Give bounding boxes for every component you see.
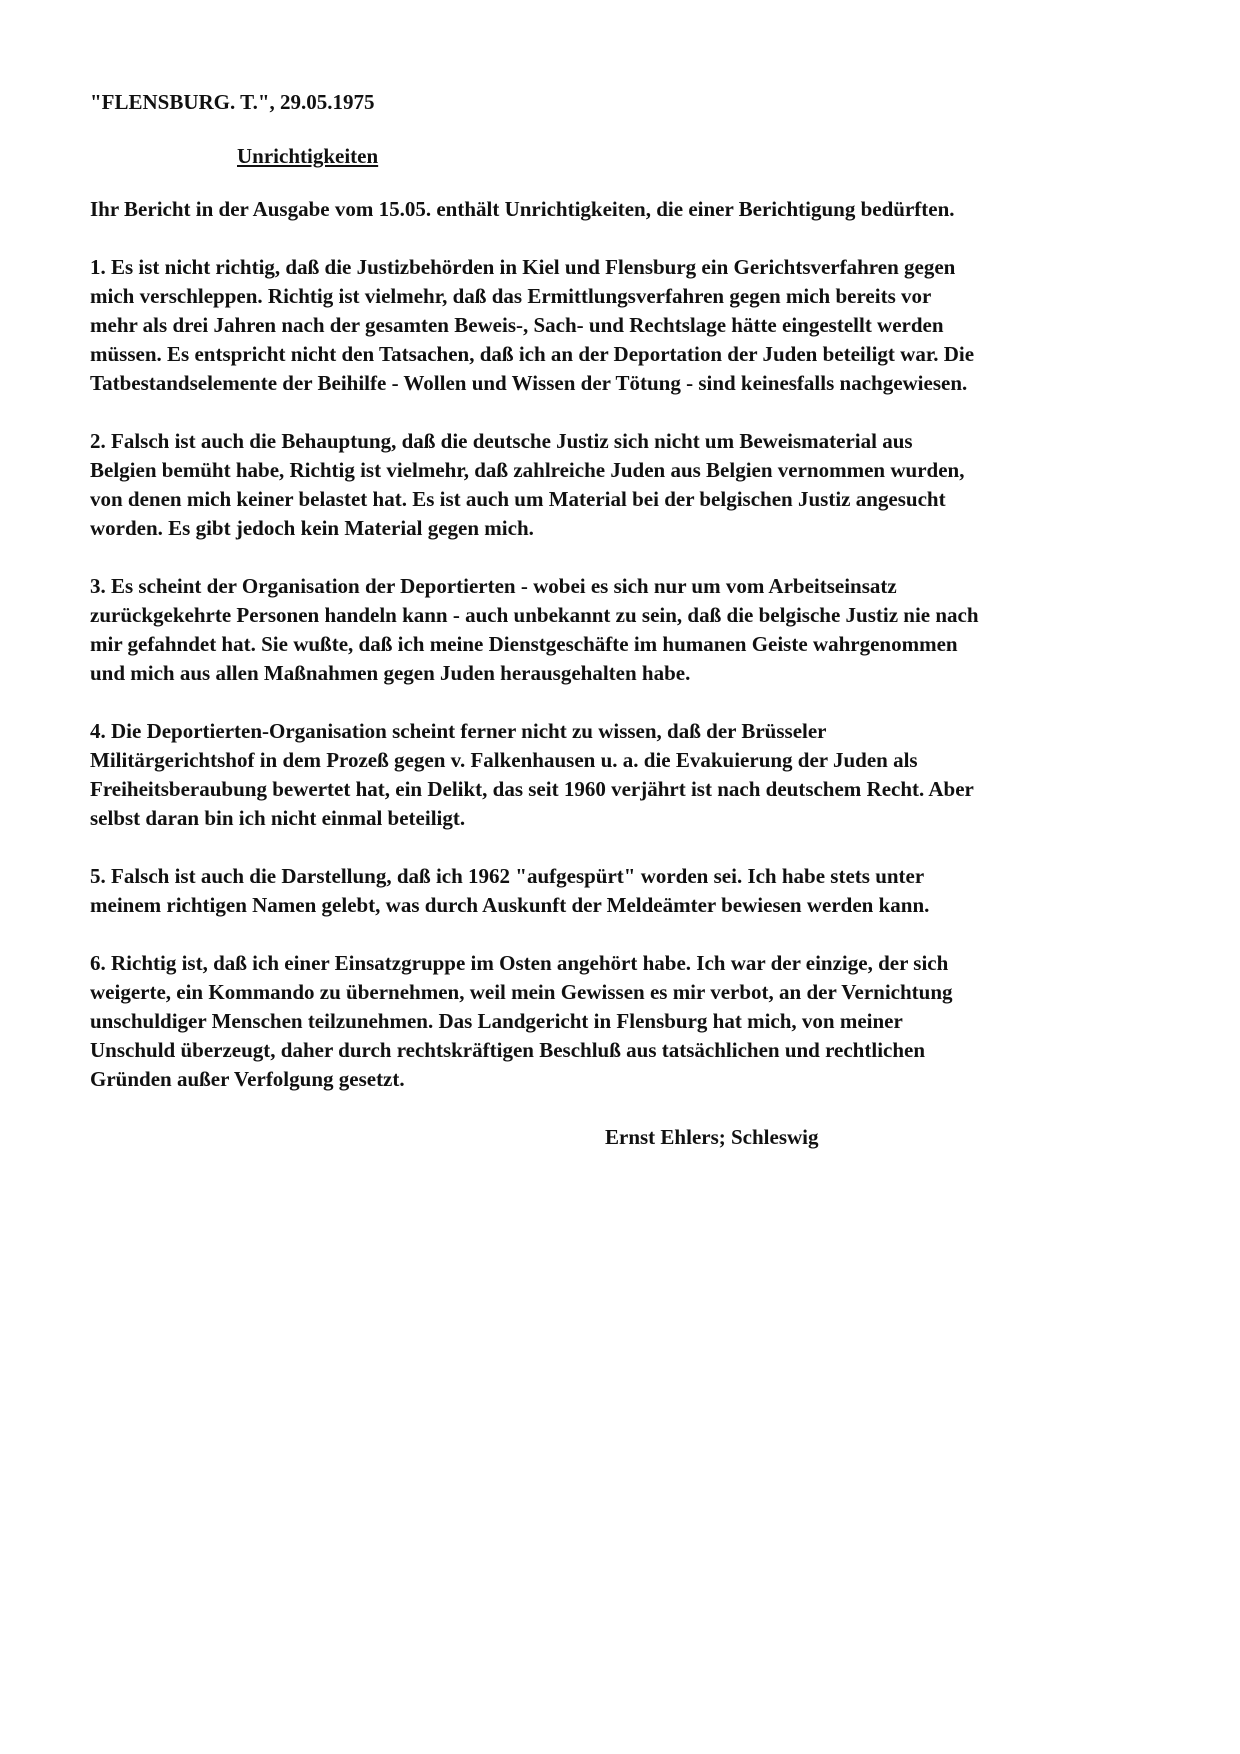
paragraph-line: unschuldiger Menschen teilzunehmen. Das Landgericht in Flensburg hat mich, von meiner bbox=[90, 1009, 903, 1033]
paragraph-line: selbst daran bin ich nicht einmal beteiligt. bbox=[90, 806, 466, 830]
paragraph-3 bbox=[90, 572, 1160, 688]
intro-paragraph: Ihr Bericht in der Ausgabe vom 15.05. enthält Unrichtigkeiten, die einer Berichtigung bedürften. bbox=[90, 197, 955, 221]
document-page bbox=[90, 88, 1160, 1152]
document-title: Unrichtigkeiten bbox=[237, 144, 379, 168]
paragraph-5 bbox=[90, 862, 1160, 920]
paragraph-line: Gründen außer Verfolgung gesetzt. bbox=[90, 1067, 405, 1091]
paragraph-line: zurückgekehrte Personen handeln kann - auch unbekannt zu sein, daß die belgische Justiz nie nach bbox=[90, 603, 979, 627]
paragraph-1 bbox=[90, 253, 1160, 398]
paragraph-line: mich verschleppen. Richtig ist vielmehr, daß das Ermittlungsverfahren gegen mich bereits vor bbox=[90, 284, 932, 308]
paragraph-line: 3. Es scheint der Organisation der Deportierten - wobei es sich nur um vom Arbeitseinsatz bbox=[90, 574, 897, 598]
paragraph-line: 4. Die Deportierten-Organisation scheint ferner nicht zu wissen, daß der Brüsseler bbox=[90, 719, 827, 743]
paragraph-line: Freiheitsberaubung bewertet hat, ein Delikt, das seit 1960 verjährt ist nach deutschem Recht. Aber bbox=[90, 777, 974, 801]
paragraph-line: Belgien bemüht habe, Richtig ist vielmehr, daß zahlreiche Juden aus Belgien vernommen wurden, bbox=[90, 458, 965, 482]
paragraph-line: 6. Richtig ist, daß ich einer Einsatzgruppe im Osten angehört habe. Ich war der einzige, der sich bbox=[90, 951, 949, 975]
paragraph-line: 2. Falsch ist auch die Behauptung, daß die deutsche Justiz sich nicht um Beweismaterial aus bbox=[90, 429, 913, 453]
paragraph-line: Tatbestandselemente der Beihilfe - Wollen und Wissen der Tötung - sind keinesfalls nachgewiesen. bbox=[90, 371, 968, 395]
paragraph-line: 1. Es ist nicht richtig, daß die Justizbehörden in Kiel und Flensburg ein Gerichtsverfahren gegen bbox=[90, 255, 956, 279]
paragraph-line: weigerte, ein Kommando zu übernehmen, weil mein Gewissen es mir verbot, an der Vernichtung bbox=[90, 980, 953, 1004]
paragraph-6 bbox=[90, 949, 1160, 1094]
paragraph-line: worden. Es gibt jedoch kein Material gegen mich. bbox=[90, 516, 534, 540]
paragraph-line: und mich aus allen Maßnahmen gegen Juden herausgehalten habe. bbox=[90, 661, 691, 685]
paragraph-2 bbox=[90, 427, 1160, 543]
paragraph-line: 5. Falsch ist auch die Darstellung, daß ich 1962 "aufgespürt" worden sei. Ich habe stets unter bbox=[90, 864, 925, 888]
paragraph-4 bbox=[90, 717, 1160, 833]
paragraph-line: Unschuld überzeugt, daher durch rechtskräftigen Beschluß aus tatsächlichen und rechtlichen bbox=[90, 1038, 926, 1062]
paragraph-line: müssen. Es entspricht nicht den Tatsachen, daß ich an der Deportation der Juden beteiligt war. Die bbox=[90, 342, 975, 366]
paragraph-line: mehr als drei Jahren nach der gesamten Beweis-, Sach- und Rechtslage hätte eingestellt werden bbox=[90, 313, 944, 337]
paragraph-line: von denen mich keiner belastet hat. Es ist auch um Material bei der belgischen Justiz angesucht bbox=[90, 487, 946, 511]
paragraph-line: meinem richtigen Namen gelebt, was durch Auskunft der Meldeämter bewiesen werden kann. bbox=[90, 893, 930, 917]
paragraph-line: mir gefahndet hat. Sie wußte, daß ich meine Dienstgeschäfte im humanen Geiste wahrgenommen bbox=[90, 632, 958, 656]
source-line: "FLENSBURG. T.", 29.05.1975 bbox=[90, 90, 375, 114]
paragraph-line: Militärgerichtshof in dem Prozeß gegen v. Falkenhausen u. a. die Evakuierung der Juden als bbox=[90, 748, 918, 772]
signature: Ernst Ehlers; Schleswig bbox=[605, 1125, 819, 1149]
